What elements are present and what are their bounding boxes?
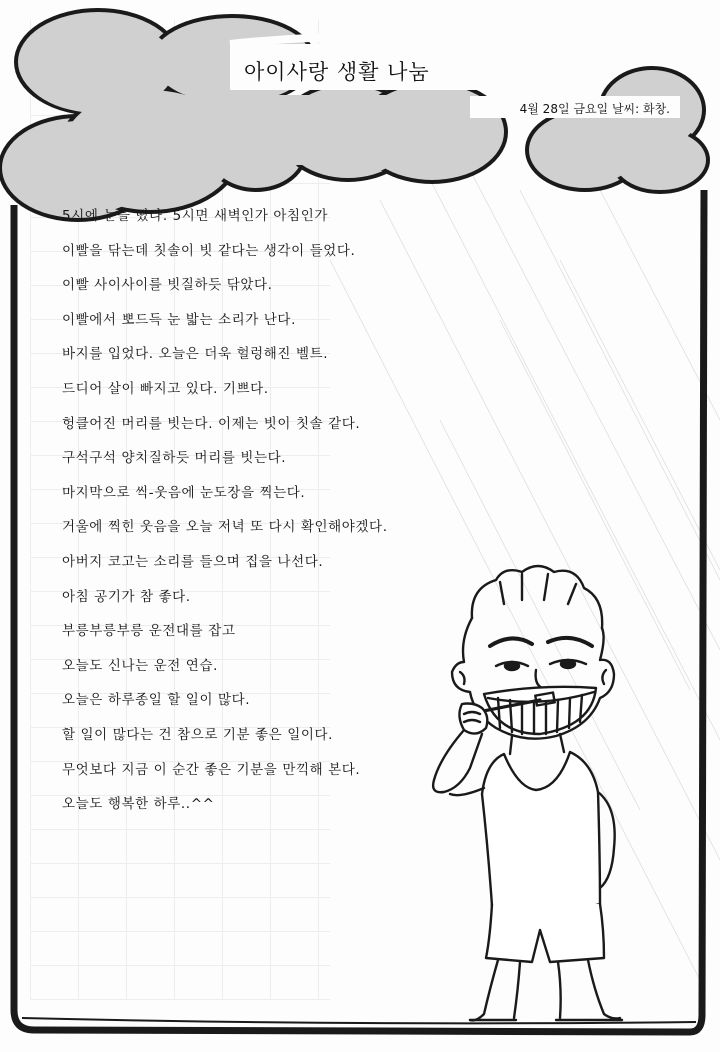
diary-line: 이빨 사이사이를 빗질하듯 닦았다. [62, 277, 273, 294]
cartoon-boy-icon [400, 558, 630, 1028]
diary-line: 아버지 코고는 소리를 들으며 집을 나선다. [62, 553, 324, 570]
diary-line: 오늘도 행복한 하루..^^ [62, 796, 215, 813]
diary-line: 오늘도 신나는 운전 연습. [62, 657, 218, 674]
diary-line: 무엇보다 지금 이 순간 좋은 기분을 만끽해 본다. [62, 761, 361, 778]
diary-line: 할 일이 많다는 건 참으로 기분 좋은 일이다. [62, 726, 334, 743]
diary-line: 바지를 입었다. 오늘은 더욱 헐렁해진 벨트. [62, 346, 329, 363]
diary-line: 드디어 살이 빠지고 있다. 기쁘다. [62, 380, 269, 397]
diary-line: 5시에 눈을 떴다. 5시면 새벽인가 아침인가 [62, 208, 328, 224]
diary-line: 이빨을 닦는데 칫솔이 빗 같다는 생각이 들었다. [62, 242, 356, 259]
diary-line: 마지막으로 씩-웃음에 눈도장을 찍는다. [62, 484, 306, 501]
diary-line: 이빨에서 뽀드득 눈 밟는 소리가 난다. [62, 311, 296, 328]
diary-line: 부릉부릉부릉 운전대를 잡고 [62, 623, 236, 640]
page-title: 아이사랑 생활 나눔 [244, 60, 430, 84]
date-weather-line: 4월 28일 금요일 날씨: 화창. [519, 102, 670, 116]
diary-line: 구석구석 양치질하듯 머리를 빗는다. [62, 450, 287, 467]
diary-line: 아침 공기가 참 좋다. [62, 588, 191, 605]
diary-line: 거울에 찍힌 웃음을 오늘 저녁 또 다시 확인해야겠다. [62, 519, 388, 536]
diary-line: 오늘은 하루종일 할 일이 많다. [62, 692, 251, 709]
diary-line: 헝클어진 머리를 빗는다. 이제는 빗이 칫솔 같다. [62, 415, 361, 432]
